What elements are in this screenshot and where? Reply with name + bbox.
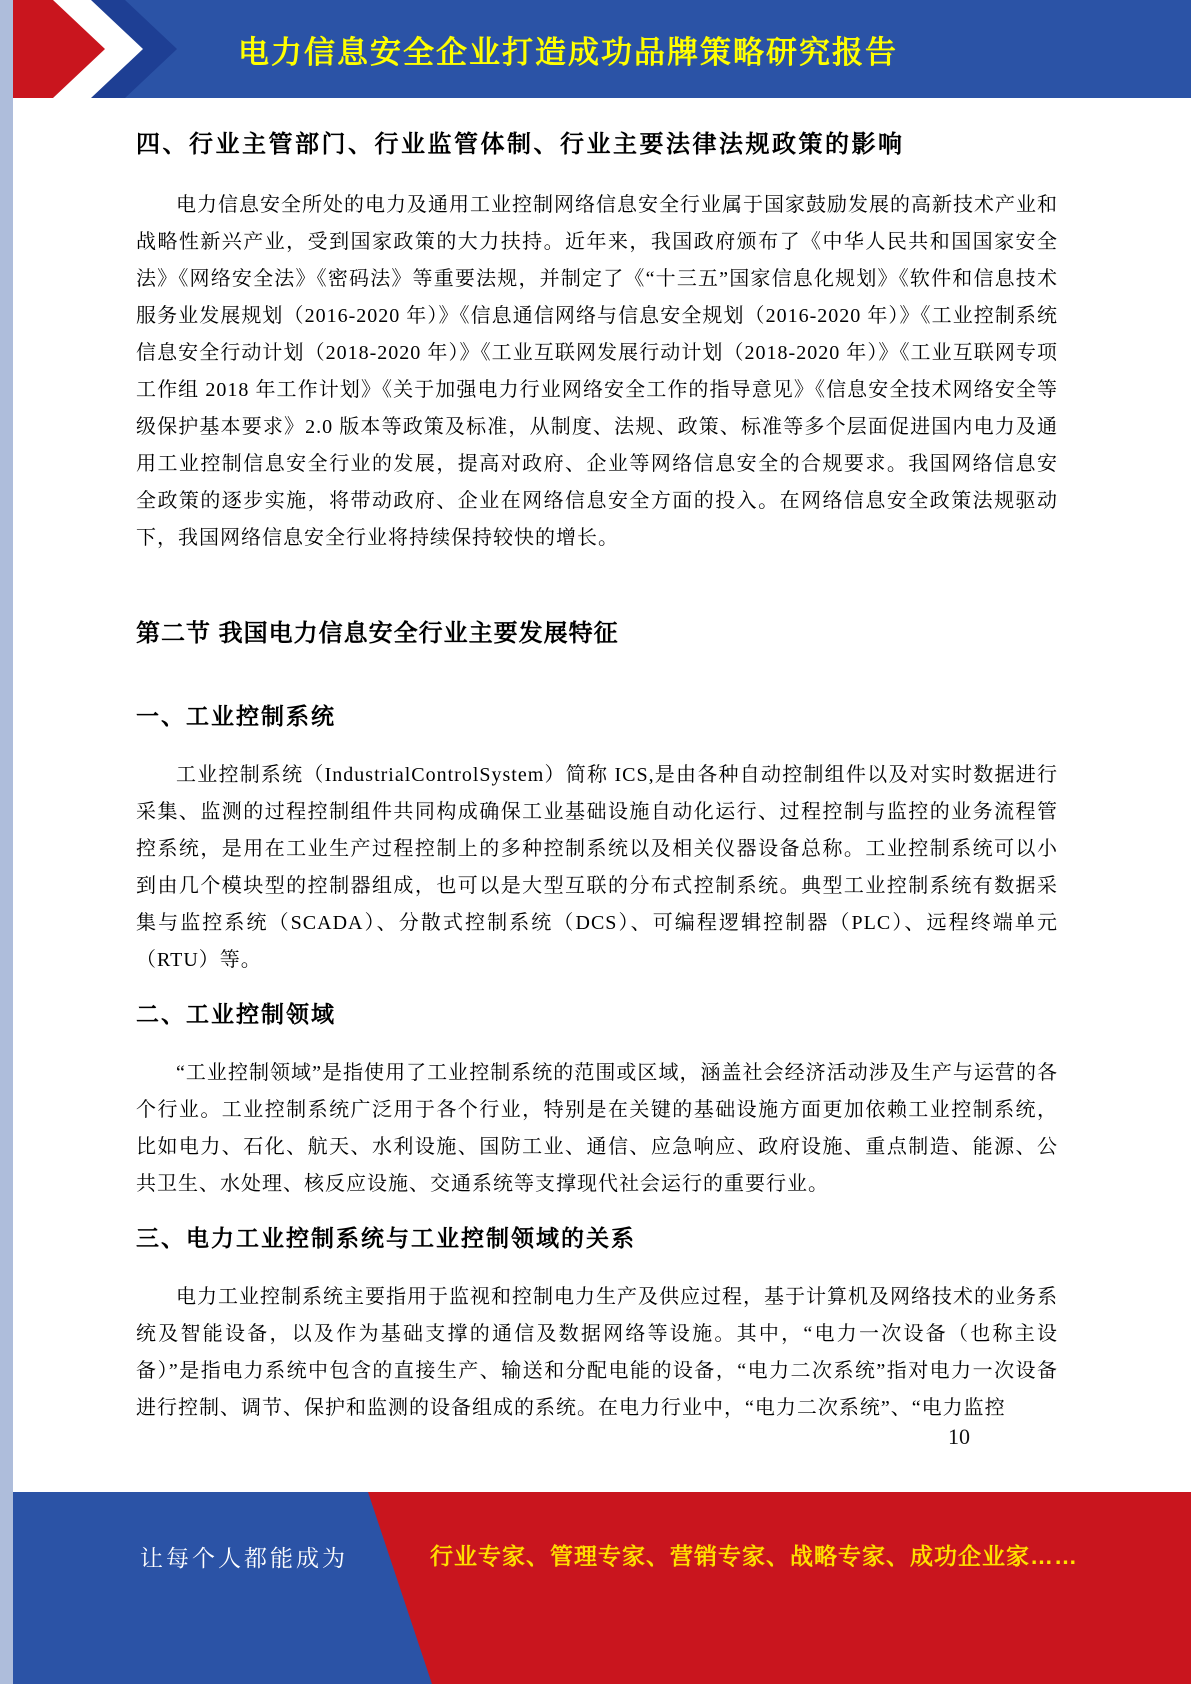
page-number: 10 [948,1424,970,1449]
paragraph-power-ics-relation: 电力工业控制系统主要指用于监视和控制电力生产及供应过程，基于计算机及网络技术的业务系统及智能设备，以及作为基础支撑的通信及数据网络等设施。其中，“电力一次设备（也称主设备）”是指电力系统中包含的直接生产、输送和分配电能的设备，“电力二次系统”指对电力一次设备进行控制、调节、保护和监测的设备组成的系统。在电力行业中，“电力二次系统”、“电力监控 [136,1286,1058,1419]
heading-industrial-control-system: 一、工业控制系统 [136,703,336,729]
footer-blue-panel [0,1492,1191,1684]
paragraph-industrial-control-domain: “工业控制领域”是指使用了工业控制系统的范围或区域，涵盖社会经济活动涉及生产与运营的各个行业。工业控制系统广泛用于各个行业，特别是在关键的基础设施方面更加依赖工业控制系统，比如电力、石化、航天、水利设施、国防工业、通信、应急响应、政府设施、重点制造、能源、公共卫生、水处理、核反应设施、交通系统等支撑现代社会运行的重要行业。 [136,1062,1058,1195]
page-footer [0,1492,1191,1684]
heading-industrial-control-domain: 二、工业控制领域 [136,1001,336,1027]
page-content [136,98,1058,1427]
paragraph-policy-overview: 电力信息安全所处的电力及通用工业控制网络信息安全行业属于国家鼓励发展的高新技术产业和战略性新兴产业，受到国家政策的大力扶持。近年来，我国政府颁布了《中华人民共和国国家安全法》《网络安全法》《密码法》等重要法规，并制定了《“十三五”国家信息化规划》《软件和信息技术服务业发展规划（2016-2020 年）》《信息通信网络与信息安全规划（2016-2020 年）》《工业控制系统信息安全行动计划（2018-2020 年）》《工业互联网发展行动计划（2018-2020 年）》《工业互联网专项工作组 2018 年工作计划》《关于加强电力行业网络安全工作的指导意见》《信息安全技术网络安全等级保护基本要求》2.0 版本等政策及标准，从制度、法规、政策、标准等多个层面促进国内电力及通用工业控制信息安全行业的发展，提高对政府、企业等网络信息安全的合规要求。我国网络信息安全政策的逐步实施，将带动政府、企业在网络信息安全方面的投入。在网络信息安全政策法规驱动下，我国网络信息安全行业将持续保持较快的增长。 [136,194,1058,549]
page-left-border [0,0,13,1684]
paragraph-industrial-control-system: 工业控制系统（IndustrialControlSystem）简称 ICS,是由各种自动控制组件以及对实时数据进行采集、监测的过程控制组件共同构成确保工业基础设施自动化运行、过程控制与监控的业务流程管控系统，是用在工业生产过程控制上的多种控制系统以及相关仪器设备总称。工业控制系统可以小到由几个模块型的控制器组成，也可以是大型互联的分布式控制系统。典型工业控制系统有数据采集与监控系统（SCADA）、分散式控制系统（DCS）、可编程逻辑控制器（PLC）、远程终端单元（RTU）等。 [136,764,1058,971]
heading-chapter-two-section: 第二节 我国电力信息安全行业主要发展特征 [136,620,619,647]
footer-experts-text: 行业专家、管理专家、营销专家、战略专家、成功企业家…… [430,1543,1078,1569]
report-title: 电力信息安全企业打造成功品牌策略研究报告 [238,34,898,70]
heading-section-four: 四、行业主管部门、行业监管体制、行业主要法律法规政策的影响 [136,131,905,158]
heading-power-ics-relation: 三、电力工业控制系统与工业控制领域的关系 [136,1225,636,1251]
page-header [0,0,1191,98]
footer-slogan: 让每个人都能成为 [140,1545,348,1571]
